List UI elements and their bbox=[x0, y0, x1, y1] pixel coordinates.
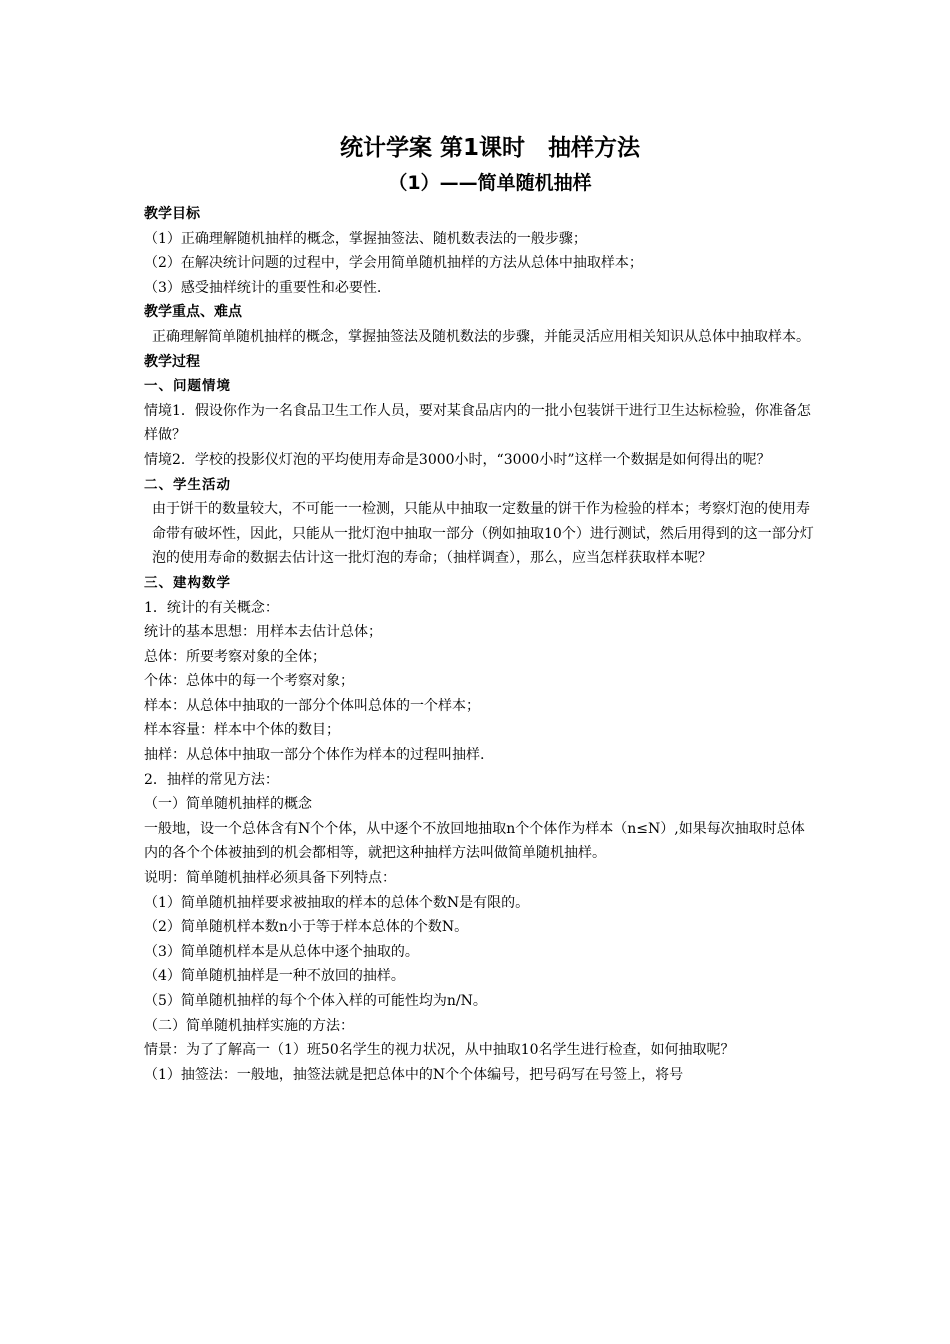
goal-item: （1）正确理解随机抽样的概念，掌握抽签法、随机数表法的一般步骤； bbox=[144, 230, 587, 247]
activity-text: 由于饼干的数量较大，不可能一一检测，只能从中抽取一定数量的饼干作为检验的样本；考察灯泡的使用寿命带有破坏性，因此，只能从一批灯泡中抽取一部分（例如抽取10个）进行测试，然后用得到的这一部分灯泡的使用寿命的数据去估计这一批灯泡的寿命；（抽样调查），那么，应当怎样获取样本呢？ bbox=[152, 501, 814, 567]
concept-item: 个体：总体中的每一个考察对象； bbox=[144, 673, 354, 690]
lottery-text: （1）抽签法：一般地，抽签法就是把总体中的N个个体编号，把号码写在号签上，将号 bbox=[144, 1066, 684, 1083]
concept-item: 样本：从总体中抽取的一部分个体叫总体的一个样本； bbox=[144, 697, 480, 714]
situation-1: 情境1．假设你作为一名食品卫生工作人员，要对某食品店内的一批小包装饼干进行卫生达标检验，你准备怎样做？ bbox=[144, 402, 811, 444]
definition-text: 一般地，设一个总体含有N个个体，从中逐个不放回地抽取n个个体作为样本（n≤N）,如果每次抽取时总体内的各个个体被抽到的机会都相等，就把这种抽样方法叫做简单随机抽样。 bbox=[144, 820, 805, 862]
section-1-title: （一）简单随机抽样的概念 bbox=[144, 796, 312, 813]
goal-item: （2）在解决统计问题的过程中，学会用简单随机抽样的方法从总体中抽取样本； bbox=[144, 255, 643, 272]
process-heading: 教学过程 bbox=[144, 353, 200, 370]
note-item: （5）简单随机抽样的每个个体入样的可能性均为n/N。 bbox=[144, 993, 487, 1009]
scenario-text: 情景：为了了解高一（1）班50名学生的视力状况，从中抽取10名学生进行检查，如何抽取呢？ bbox=[144, 1042, 735, 1059]
note-item: （1）简单随机抽样要求被抽取的样本的总体个数N是有限的。 bbox=[144, 894, 530, 911]
concept-item: 样本容量：样本中个体的数目； bbox=[144, 722, 340, 739]
note-item: （3）简单随机样本是从总体中逐个抽取的。 bbox=[144, 943, 419, 960]
page-title: 统计学案 第1课时 抽样方法 bbox=[339, 135, 640, 161]
keypoints-heading: 教学重点、难点 bbox=[144, 304, 242, 321]
activity-heading: 二、学生活动 bbox=[144, 476, 231, 493]
concept-item: 总体：所要考察对象的全体； bbox=[144, 648, 326, 665]
goal-item: （3）感受抽样统计的重要性和必要性. bbox=[144, 279, 382, 296]
concept-item: 统计的基本思想：用样本去估计总体； bbox=[144, 624, 382, 641]
note-title: 说明：简单随机抽样必须具备下列特点： bbox=[144, 870, 396, 887]
situation-heading: 一、问题情境 bbox=[144, 378, 231, 395]
note-item: （2）简单随机样本数n小于等于样本总体的个数N。 bbox=[144, 919, 469, 936]
goals-heading: 教学目标 bbox=[144, 206, 200, 222]
note-item: （4）简单随机抽样是一种不放回的抽样。 bbox=[144, 968, 405, 985]
construct-heading: 三、建构数学 bbox=[144, 574, 231, 591]
section-2-title: （二）简单随机抽样实施的方法： bbox=[144, 1017, 354, 1034]
concept-item: 抽样：从总体中抽取一部分个体作为样本的过程叫抽样. bbox=[144, 747, 485, 764]
page-subtitle: （1）——简单随机抽样 bbox=[388, 172, 592, 194]
keypoints-text: 正确理解简单随机抽样的概念，掌握抽签法及随机数法的步骤，并能灵活应用相关知识从总体中抽取样本。 bbox=[152, 328, 810, 345]
situation-2: 情境2．学校的投影仪灯泡的平均使用寿命是3000小时，“3000小时”这样一个数据是如何得出的呢？ bbox=[144, 451, 771, 468]
concepts-title: 1．统计的有关概念： bbox=[144, 599, 279, 616]
document-content bbox=[144, 130, 814, 1087]
methods-title: 2．抽样的常见方法： bbox=[144, 771, 279, 788]
